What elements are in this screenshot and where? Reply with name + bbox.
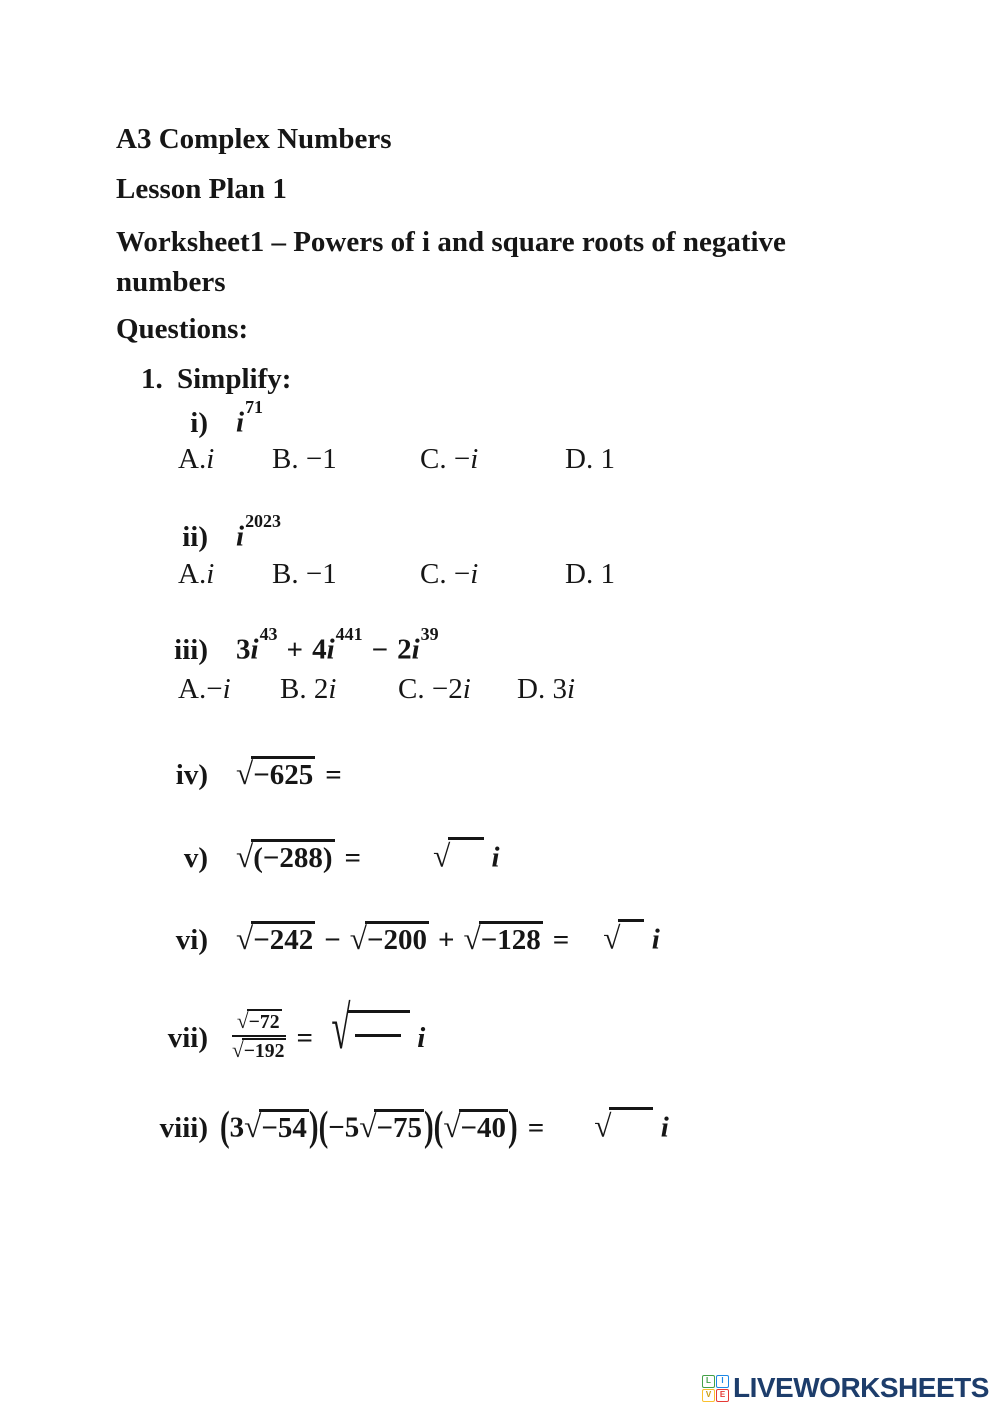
radicand: −200 [365, 921, 429, 956]
radical [350, 920, 429, 958]
radicand: −192 [243, 1040, 285, 1063]
option-b[interactable] [272, 442, 420, 477]
option-c-text: C. − [420, 443, 471, 475]
question-v [150, 837, 500, 875]
option-a-italic: i [206, 443, 215, 475]
liveworksheets-grid-icon [702, 1375, 729, 1402]
option-d-text: D. 1 [565, 443, 615, 475]
answer-radicand-blank[interactable] [448, 837, 484, 867]
question-1-number: 1. [141, 363, 163, 395]
equals-sign: = [344, 841, 362, 874]
logo-tile-i: I [716, 1375, 729, 1388]
option-d[interactable] [565, 557, 615, 592]
question-iii-label: iii) [174, 633, 208, 666]
doc-title: A3 Complex Numbers [116, 123, 392, 155]
radical [443, 1108, 508, 1146]
coefficient: 4 [312, 633, 327, 666]
sqrt-sign: √ [236, 838, 254, 874]
question-viii-label: viii) [159, 1111, 208, 1144]
equals-sign: = [552, 923, 570, 956]
question-ii-expression [236, 511, 281, 554]
option-b[interactable] [280, 672, 398, 707]
logo-tile-l: L [702, 1375, 715, 1388]
radicand: −75 [374, 1109, 424, 1144]
question-ii [150, 511, 281, 554]
imaginary-i: i [491, 841, 500, 874]
sqrt-sign: √ [244, 1108, 262, 1144]
liveworksheets-wordmark: LIVEWORKSHEETS [733, 1372, 989, 1403]
radical [236, 755, 315, 793]
answer-fraction-blank[interactable] [348, 1010, 410, 1059]
fraction-denominator [232, 1037, 286, 1064]
minus-operator: − [371, 633, 389, 666]
radical [244, 1108, 309, 1146]
option-a[interactable] [178, 672, 280, 707]
coefficient: −5 [328, 1111, 360, 1144]
option-c-italic: i [470, 558, 479, 590]
question-iii [150, 624, 439, 667]
fraction-bar-blank [355, 1034, 401, 1037]
question-iii-expression [236, 624, 439, 667]
open-paren: ( [433, 1103, 444, 1150]
question-vi [150, 919, 660, 957]
question-v-expression [236, 837, 500, 875]
minus-operator: − [324, 923, 341, 956]
radicand: −40 [459, 1109, 509, 1144]
sqrt-sign: √ [603, 920, 621, 956]
option-a-text: A.− [178, 673, 223, 705]
option-a-text: A. [178, 558, 207, 590]
close-paren: ) [508, 1103, 518, 1150]
question-i-expression [236, 397, 264, 440]
option-b-italic: i [328, 673, 337, 705]
close-paren: ) [308, 1103, 319, 1150]
options-row-iii [178, 672, 575, 707]
radicand: −54 [259, 1109, 309, 1144]
option-c-italic: i [462, 673, 471, 705]
radical [464, 920, 543, 958]
option-b-text: B. 2 [280, 673, 329, 705]
option-a-italic: i [206, 558, 215, 590]
question-iv [150, 755, 352, 793]
lesson-plan-title: Lesson Plan 1 [116, 173, 287, 205]
option-c-italic: i [470, 443, 479, 475]
question-vi-expression [236, 919, 660, 957]
sqrt-sign: √ [232, 1038, 244, 1063]
option-d[interactable] [517, 672, 575, 707]
answer-blank-radical-fraction[interactable] [331, 995, 410, 1063]
option-a-text: A. [178, 443, 207, 475]
sqrt-sign: √ [359, 1108, 377, 1144]
sqrt-sign: √ [236, 756, 254, 791]
question-iv-expression [236, 755, 352, 793]
radical [236, 838, 335, 876]
question-vii-expression [232, 995, 426, 1068]
question-v-label: v) [183, 841, 208, 874]
radicand: −242 [251, 921, 315, 956]
equals-sign: = [325, 759, 342, 791]
question-vii [150, 995, 426, 1068]
coefficient: 3 [236, 633, 251, 666]
radicand: −625 [251, 756, 315, 791]
question-iv-label: iv) [175, 759, 208, 791]
questions-label: Questions: [116, 313, 249, 345]
question-vi-label: vi) [175, 923, 208, 956]
fraction [232, 1009, 286, 1064]
question-i [150, 397, 264, 440]
radical [359, 1108, 424, 1146]
question-ii-label: ii) [182, 520, 208, 553]
question-vii-label: vii) [167, 1022, 208, 1054]
question-viii-expression [220, 1103, 669, 1150]
radicand: −72 [248, 1010, 280, 1033]
plus-operator: + [437, 923, 455, 956]
exponent: 2023 [245, 511, 281, 532]
imaginary-i: i [236, 520, 245, 553]
logo-tile-e: E [716, 1389, 729, 1402]
liveworksheets-logo[interactable] [702, 1372, 989, 1404]
radicand: −128 [479, 921, 543, 956]
sqrt-sign: √ [594, 1108, 612, 1144]
answer-radicand-blank[interactable] [609, 1107, 653, 1137]
imaginary-i: i [660, 1111, 669, 1144]
imaginary-i: i [651, 923, 660, 956]
question-viii [150, 1103, 669, 1150]
options-row-i [178, 442, 615, 477]
imaginary-i: i [250, 633, 259, 666]
option-c[interactable] [420, 442, 565, 477]
exponent: 39 [420, 624, 439, 645]
option-b-text: B. −1 [272, 443, 337, 475]
answer-blank-radical[interactable] [433, 837, 484, 875]
option-a-italic: i [222, 673, 231, 705]
coefficient: 2 [397, 633, 412, 666]
imaginary-i: i [411, 633, 420, 666]
answer-radicand-blank[interactable] [618, 919, 644, 949]
option-d-text: D. 3 [517, 673, 567, 705]
sqrt-sign: √ [463, 920, 481, 956]
sqrt-sign: √ [236, 1008, 249, 1033]
equals-sign: = [527, 1111, 545, 1144]
answer-blank-radical[interactable] [603, 919, 644, 957]
option-d-italic: i [566, 673, 576, 705]
options-row-ii [178, 557, 615, 592]
option-c-text: C. − [420, 558, 471, 590]
open-paren: ( [220, 1103, 230, 1150]
imaginary-i: i [236, 406, 245, 439]
exponent: 441 [335, 624, 363, 645]
option-c-text: C. −2 [398, 673, 463, 705]
option-b[interactable] [272, 557, 420, 592]
coefficient: 3 [229, 1111, 245, 1144]
question-1 [141, 362, 291, 397]
answer-blank-radical[interactable] [594, 1107, 653, 1145]
sqrt-sign: √ [331, 995, 351, 1063]
question-i-label: i) [190, 406, 208, 439]
option-a[interactable] [178, 557, 272, 592]
radical [236, 920, 315, 958]
sqrt-sign: √ [236, 920, 254, 956]
radicand: (−288) [251, 839, 334, 874]
sqrt-sign: √ [433, 838, 451, 874]
option-c[interactable] [420, 557, 565, 592]
exponent: 71 [245, 397, 264, 418]
close-paren: ) [423, 1103, 434, 1150]
option-c[interactable] [398, 672, 517, 707]
plus-operator: + [286, 633, 304, 666]
question-1-title: Simplify: [177, 363, 292, 395]
sqrt-sign: √ [349, 920, 367, 956]
worksheet-title: Worksheet1 – Powers of i and square roots of negative numbers [116, 226, 786, 298]
option-d[interactable] [565, 442, 615, 477]
sqrt-sign: √ [443, 1108, 461, 1144]
exponent: 43 [259, 624, 278, 645]
option-d-text: D. 1 [565, 558, 615, 590]
imaginary-i: i [326, 633, 335, 666]
option-a[interactable] [178, 442, 272, 477]
imaginary-i: i [417, 1022, 426, 1054]
open-paren: ( [318, 1103, 329, 1150]
equals-sign: = [296, 1022, 314, 1054]
logo-tile-v: V [702, 1389, 715, 1402]
option-b-text: B. −1 [272, 558, 337, 590]
fraction-numerator [232, 1009, 286, 1038]
